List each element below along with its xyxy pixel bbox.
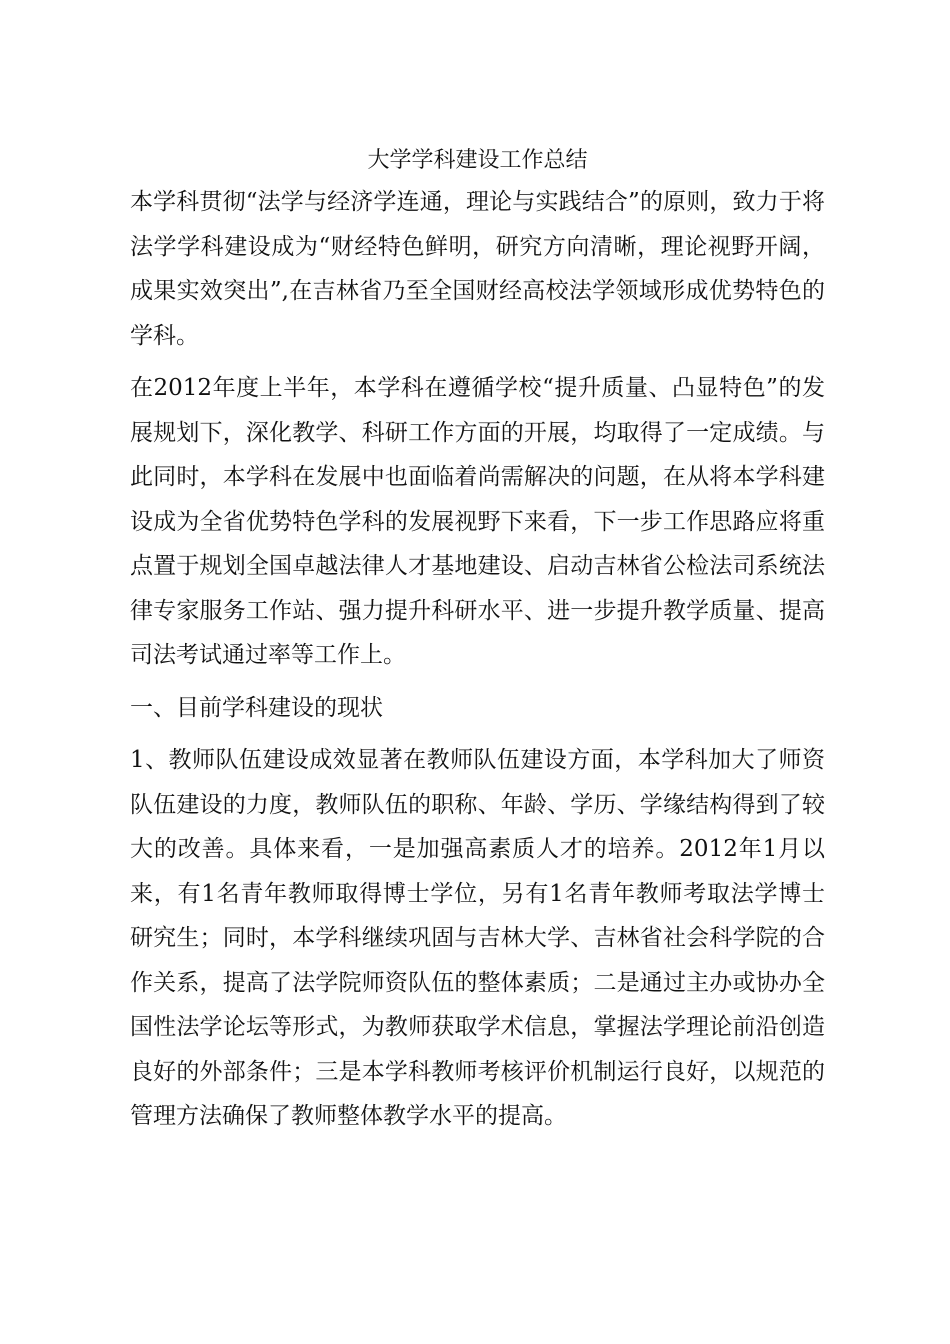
document-title: 大学学科建设工作总结	[367, 148, 588, 173]
document-body	[130, 142, 825, 1139]
overview-paragraph: 在2012年度上半年，本学科在遵循学校“提升质量、凸显特色”的发展规划下，深化教学、科研工作方面的开展，均取得了一定成绩。与此同时，本学科在发展中也面临着尚需解决的问题，在从将本学科建设成为全省优势特色学科的发展视野下来看，下一步工作思路应将重点置于规划全国卓越法律人才基地建设、启动吉林省公检法司系统法律专家服务工作站、强力提升科研水平、进一步提升教学质量、提高司法考试通过率等工作上。	[130, 375, 825, 668]
section-heading: 一、目前学科建设的现状	[130, 694, 383, 721]
section-paragraph: 1、教师队伍建设成效显著在教师队伍建设方面，本学科加大了师资队伍建设的力度，教师队伍的职称、年龄、学历、学缘结构得到了较大的改善。具体来看，一是加强高素质人才的培养。2012年1月以来，有1名青年教师取得博士学位，另有1名青年教师考取法学博士研究生；同时，本学科继续巩固与吉林大学、吉林省社会科学院的合作关系，提高了法学院师资队伍的整体素质；二是通过主办或协办全国性法学论坛等形式，为教师获取学术信息，掌握法学理论前沿创造良好的外部条件；三是本学科教师考核评价机制运行良好，以规范的管理方法确保了教师整体教学水平的提高。	[130, 747, 825, 1129]
intro-paragraph: 本学科贯彻“法学与经济学连通，理论与实践结合”的原则，致力于将法学学科建设成为“财经特色鲜明，研究方向清晰，理论视野开阔，成果实效突出”,在吉林省乃至全国财经高校法学领域形成优势特色的学科。	[130, 189, 825, 349]
